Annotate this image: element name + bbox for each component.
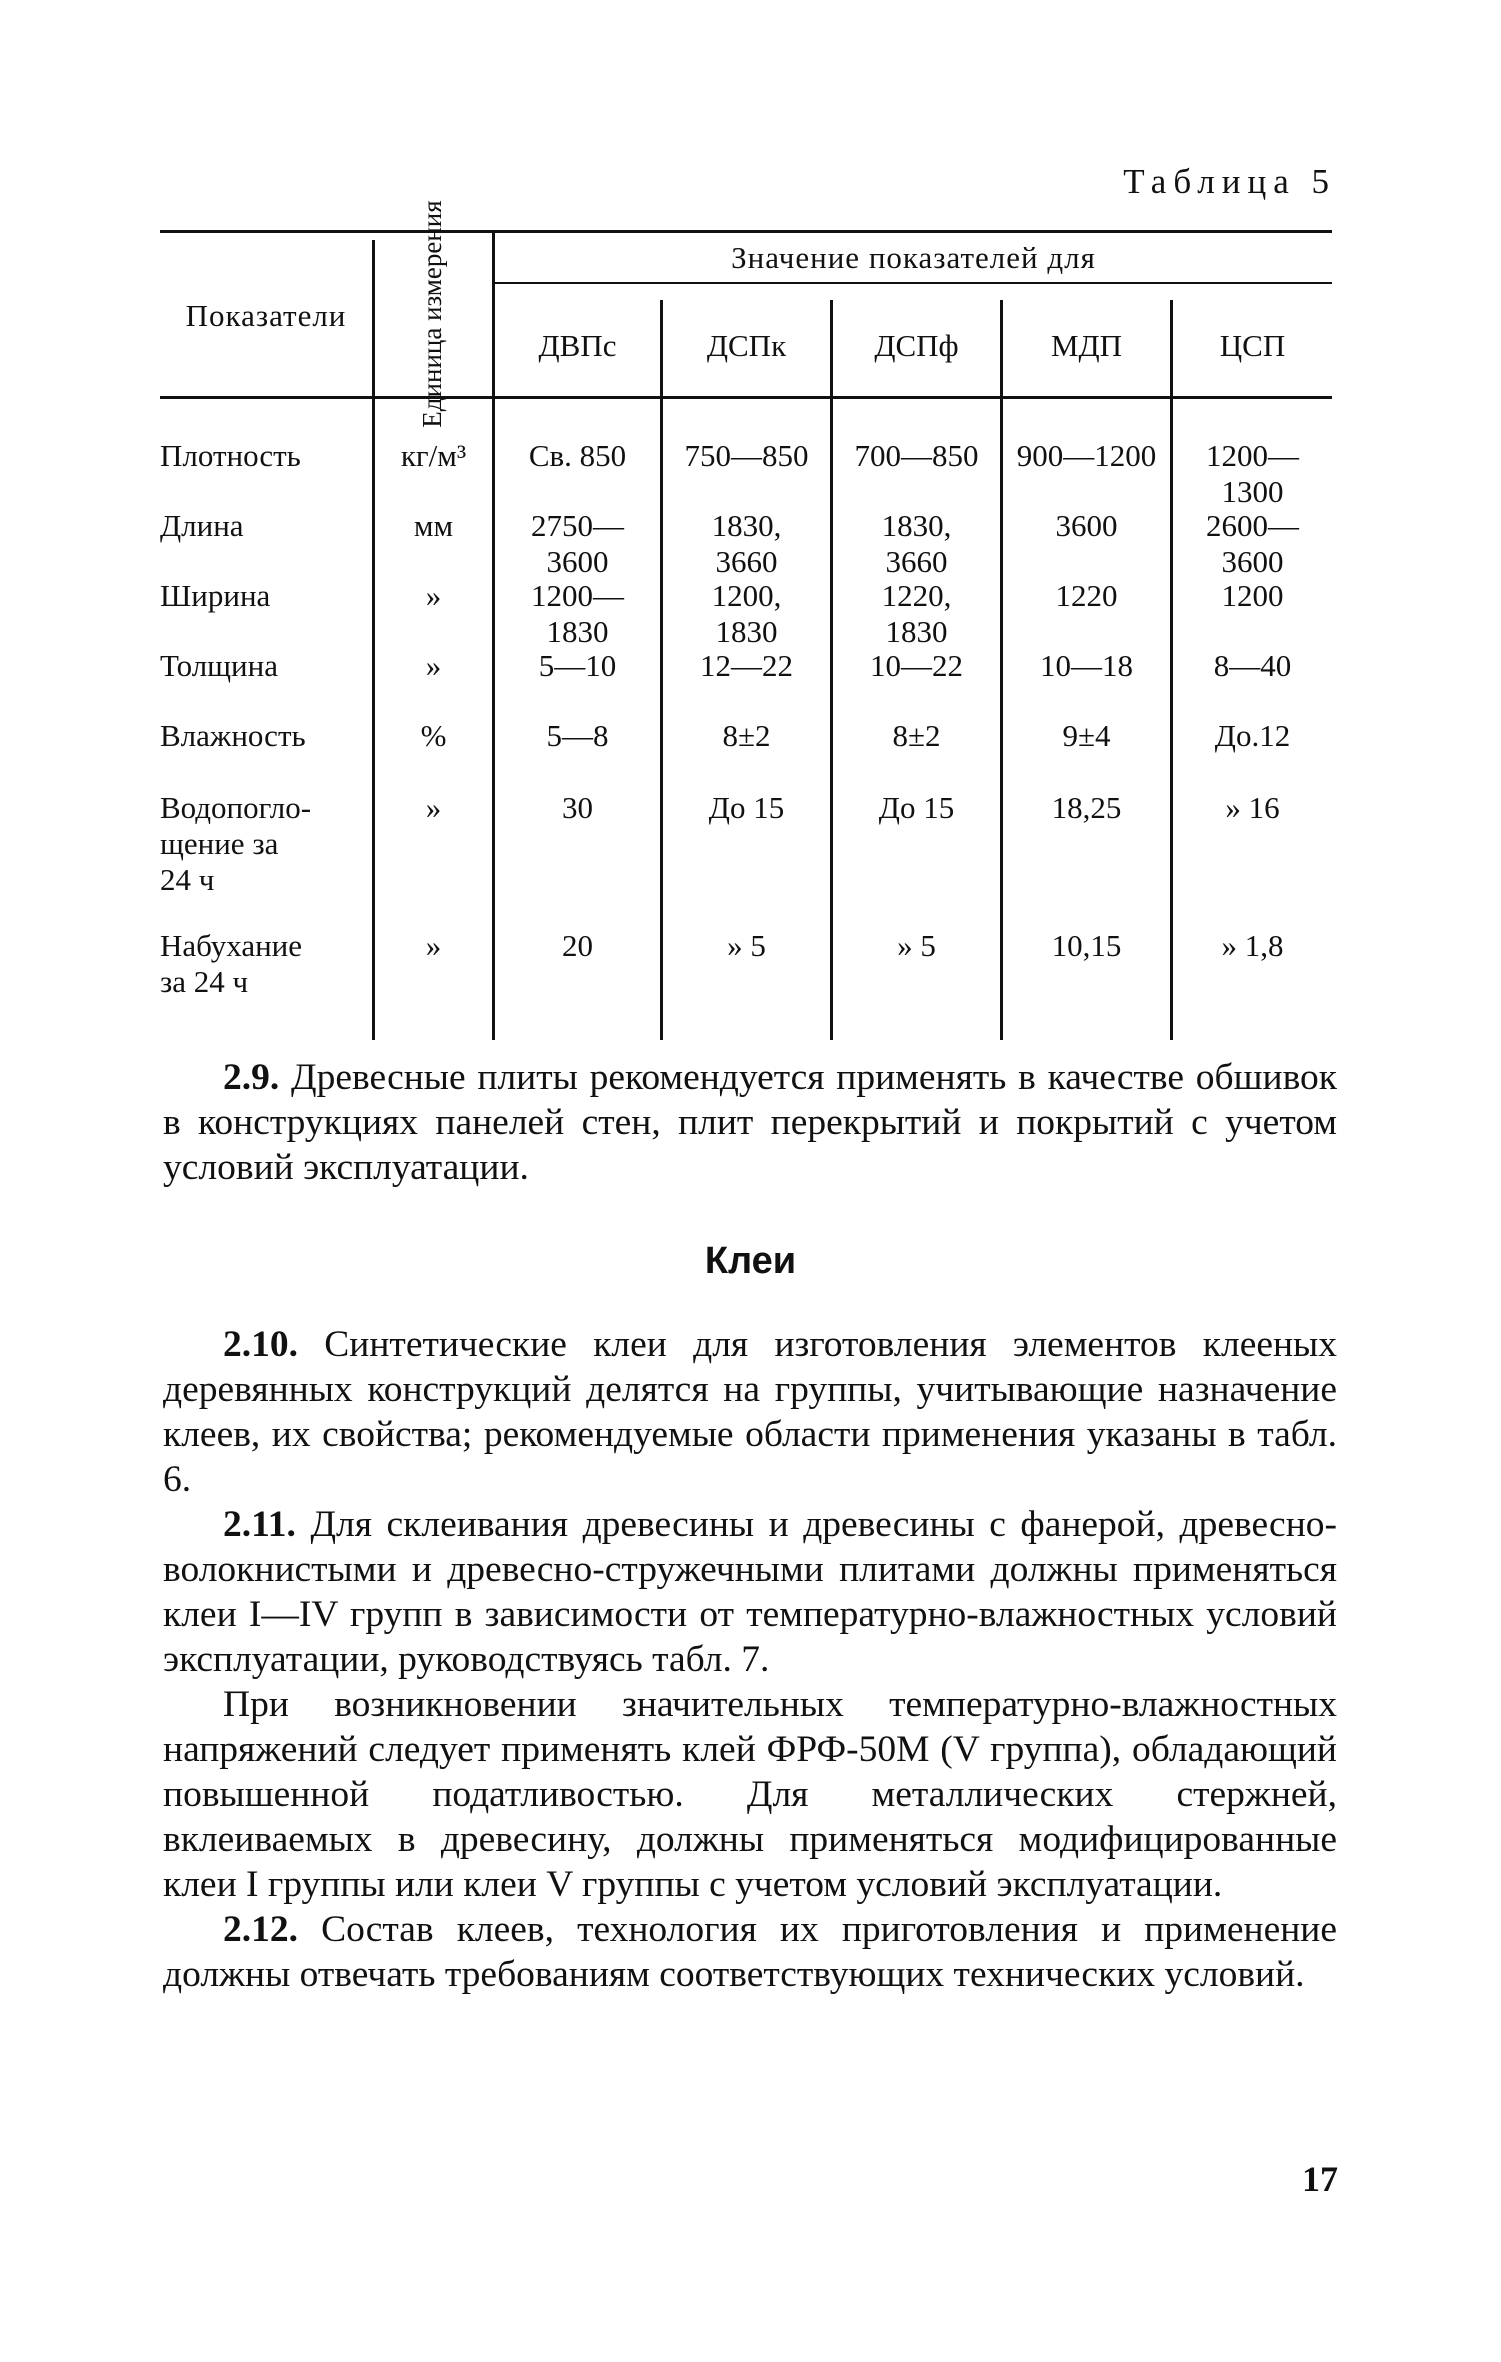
table-cell: 1830, 3660 (881, 508, 952, 579)
table-caption: Таблица 5 (1123, 162, 1336, 201)
paragraph-text: Древесные плиты рекомендуется применять в качестве обшивок в конструкциях панелей стен, плит перекрытий и покрытий с учетом условий эксплуатации. (163, 1057, 1337, 1188)
table-cell: 1830, 3660 (711, 508, 782, 579)
table-cell: 2600— 3600 (1206, 508, 1299, 579)
table-cell: 8—40 (1213, 648, 1292, 683)
table-cell: 3600 (1055, 508, 1118, 543)
header-unit-label: Единица измерения (417, 200, 447, 428)
table-cell: 900—1200 (1016, 438, 1157, 473)
table-cell: 20 (562, 928, 593, 963)
table-cell: 5—8 (546, 718, 609, 753)
table-cell: Св. 850 (528, 438, 627, 473)
header-unit (372, 200, 492, 428)
row-indicator: Длина (160, 508, 244, 543)
table-cell: 10—18 (1040, 648, 1133, 683)
table-cell: 18,25 (1051, 790, 1122, 825)
table-cell: 1200 (1221, 578, 1284, 613)
table-5 (160, 200, 1332, 1040)
section-title: Клеи (704, 1240, 797, 1282)
table-cell: 1200— 1300 (1206, 438, 1299, 509)
paragraph-text: Синтетические клеи для изготовления элементов клееных деревянных конструкций делятся на группы, учитывающие назначение клеев, их свойства; рекомендуемые области применения указаны в табл. 6. (163, 1324, 1337, 1500)
header-values: Значение показателей для (731, 240, 1096, 275)
table-cell: 12—22 (700, 648, 793, 683)
table-cell: 8±2 (722, 718, 771, 753)
row-unit: » (425, 648, 442, 683)
paragraph-2-9 (163, 1055, 1337, 1190)
paragraph-text: Для склеивания древесины и древесины с фанерой, древесно-волокнистыми и древесно-стружечными плитами должны применяться клеи I—IV групп в зависимости от температурно-влажностных условий эксплуатации, руководствуясь табл. 7. (163, 1504, 1338, 1680)
table-cell: До.12 (1214, 718, 1291, 753)
column-dspf: ДСПф (874, 328, 959, 363)
column-mdp: МДП (1050, 328, 1123, 363)
table-cell: » 5 (897, 928, 936, 963)
paragraph-number: 2.9. (223, 1057, 280, 1098)
header-indicator: Показатели (185, 298, 347, 333)
table-cell: 1200, 1830 (711, 578, 782, 649)
table-cell: До 15 (878, 790, 955, 825)
row-unit: » (425, 790, 442, 825)
column-tssp: ЦСП (1219, 328, 1286, 363)
row-unit: кг/м³ (400, 438, 467, 473)
paragraph-number: 2.11. (223, 1504, 296, 1545)
row-indicator: Водопогло- щение за 24 ч (160, 790, 312, 897)
table-cell: 8±2 (892, 718, 941, 753)
row-indicator: Влажность (160, 718, 306, 753)
row-unit: % (420, 718, 447, 753)
header-inner-rule (492, 282, 1332, 284)
column-dspk: ДСПк (706, 328, 787, 363)
table-cell: 10,15 (1051, 928, 1122, 963)
paragraph-number: 2.10. (223, 1324, 298, 1365)
paragraph-text: При возникновении значительных температурно-влажностных напряжений следует применять клей ФРФ-50М (V группа), обладающий повышенной податливостью. Для металлических стержней, вклеиваемых в древесину, должны применяться модифицированные клеи I группы или клеи V группы с учетом условий эксплуатации. (163, 1684, 1337, 1905)
paragraph-number: 2.12. (223, 1909, 298, 1950)
table-cell: » 5 (727, 928, 766, 963)
table-cell: 750—850 (684, 438, 809, 473)
row-unit: » (425, 928, 442, 963)
table-cell: 30 (562, 790, 593, 825)
row-indicator: Ширина (160, 578, 271, 613)
page-number: 17 (1302, 2159, 1338, 2199)
paragraphs-glues (163, 1322, 1337, 1997)
row-unit: » (425, 578, 442, 613)
row-indicator: Набухание за 24 ч (160, 928, 303, 999)
table-cell: 700—850 (854, 438, 979, 473)
table-top-rule (160, 230, 1332, 233)
table-cell: 10—22 (870, 648, 963, 683)
table-cell: 1220, 1830 (881, 578, 952, 649)
row-indicator: Толщина (160, 648, 278, 683)
table-cell: 2750— 3600 (531, 508, 624, 579)
table-cell: 1220 (1055, 578, 1118, 613)
row-unit: мм (413, 508, 454, 543)
table-cell: 1200— 1830 (531, 578, 624, 649)
table-cell: 5—10 (538, 648, 617, 683)
table-cell: 9±4 (1062, 718, 1111, 753)
table-cell: » 16 (1225, 790, 1280, 825)
row-indicator: Плотность (160, 438, 301, 473)
table-cell: До 15 (708, 790, 785, 825)
paragraph-text: Состав клеев, технология их приготовления и применение должны отвечать требованиям соответствующих технических условий. (163, 1909, 1337, 1995)
header-bottom-rule (160, 396, 1332, 399)
table-cell: » 1,8 (1221, 928, 1284, 963)
column-dvps: ДВПс (538, 328, 617, 363)
